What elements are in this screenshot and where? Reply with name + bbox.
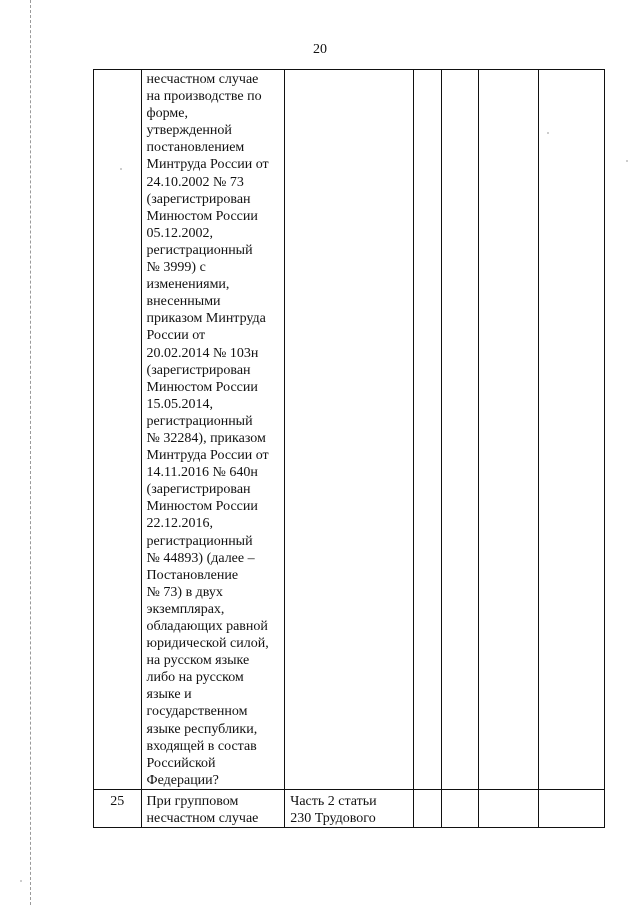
question-line: (зарегистрирован bbox=[146, 362, 251, 378]
question-line: Минтруда России от bbox=[146, 448, 269, 464]
notes-cell bbox=[539, 789, 605, 827]
page-number: 20 bbox=[313, 42, 327, 57]
scan-speck bbox=[120, 168, 122, 170]
question-line: (зарегистрирован bbox=[146, 191, 251, 207]
scan-speck bbox=[626, 160, 628, 162]
question-line: форме, bbox=[146, 106, 188, 122]
question-line: приказом Минтруда bbox=[146, 311, 266, 327]
question-line: несчастном случае bbox=[146, 72, 259, 87]
margin-fold-line bbox=[30, 0, 31, 905]
question-line: 15.05.2014, bbox=[146, 396, 214, 412]
question-line: 24.10.2002 № 73 bbox=[146, 174, 244, 190]
reference-line: Часть 2 статьи bbox=[290, 793, 377, 809]
question-line: постановлением bbox=[146, 140, 245, 156]
reference-line: 230 Трудового bbox=[290, 810, 376, 826]
table-row bbox=[94, 789, 605, 827]
question-line: языке и bbox=[146, 687, 192, 703]
answer-yes-cell bbox=[413, 789, 441, 827]
question-line: либо на русском bbox=[146, 670, 244, 686]
scan-speck bbox=[20, 880, 22, 882]
question-line: Минюстом России bbox=[146, 499, 258, 515]
question-line: Минюстом России bbox=[146, 379, 258, 395]
requirements-table bbox=[93, 69, 605, 828]
question-line: 05.12.2002, bbox=[146, 225, 214, 241]
row-number-cell: 25 bbox=[94, 789, 142, 827]
question-line: России от bbox=[146, 328, 206, 344]
question-line: экземплярах, bbox=[146, 601, 225, 617]
scan-speck bbox=[547, 132, 549, 134]
question-line: 20.02.2014 № 103н bbox=[146, 345, 259, 361]
question-line: обладающих равной bbox=[146, 619, 268, 634]
question-line: Российской bbox=[146, 755, 216, 771]
question-line: на русском языке bbox=[146, 653, 250, 669]
question-line: Минтруда России от bbox=[146, 157, 269, 173]
question-cell bbox=[141, 70, 285, 790]
question-line: входящей в состав bbox=[146, 738, 257, 754]
question-line: № 44893) (далее – bbox=[146, 550, 255, 566]
question-cell bbox=[141, 789, 285, 827]
answer-na-cell bbox=[479, 70, 539, 790]
question-line: Федерации? bbox=[146, 772, 219, 788]
question-line: № 73) в двух bbox=[146, 584, 223, 600]
question-line: № 3999) с bbox=[146, 260, 206, 276]
question-line: регистрационный bbox=[146, 413, 253, 429]
question-line: юридической силой, bbox=[146, 636, 269, 652]
reference-cell bbox=[285, 789, 414, 827]
question-line: регистрационный bbox=[146, 242, 253, 258]
answer-no-cell bbox=[442, 789, 479, 827]
question-line: на производстве по bbox=[146, 89, 262, 105]
question-line: регистрационный bbox=[146, 533, 253, 549]
question-text bbox=[142, 70, 285, 789]
question-line: изменениями, bbox=[146, 277, 230, 293]
question-line: утвержденной bbox=[146, 123, 232, 139]
notes-cell bbox=[539, 70, 605, 790]
question-line: внесенными bbox=[146, 294, 221, 310]
answer-no-cell bbox=[442, 70, 479, 790]
question-line: 14.11.2016 № 640н bbox=[146, 465, 258, 481]
row-number-cell bbox=[94, 70, 142, 790]
question-line: Минюстом России bbox=[146, 208, 258, 224]
table-row bbox=[94, 70, 605, 790]
reference-cell bbox=[285, 70, 414, 790]
question-line: № 32284), приказом bbox=[146, 430, 266, 446]
answer-na-cell bbox=[479, 789, 539, 827]
question-line: (зарегистрирован bbox=[146, 482, 251, 498]
question-line: При групповом bbox=[146, 793, 239, 809]
question-line: Постановление bbox=[146, 567, 239, 583]
answer-yes-cell bbox=[413, 70, 441, 790]
question-line: языке республики, bbox=[146, 721, 258, 737]
question-line: 22.12.2016, bbox=[146, 516, 214, 532]
question-line: государственном bbox=[146, 704, 248, 720]
question-line: несчастном случае bbox=[146, 810, 259, 826]
